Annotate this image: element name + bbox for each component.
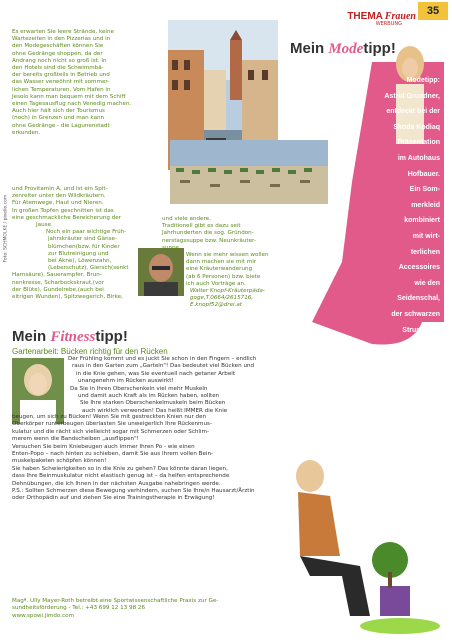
text-line: den Hotels sind die Schwimmbä-: [12, 65, 104, 72]
text-line: eine Kräuterwanderung: [186, 266, 253, 273]
text-line: den Modegeschäften können Sie: [12, 43, 104, 50]
fitness-title-fitness: Fitness: [50, 329, 96, 345]
text-line: jahrskräuter sind Gänse-: [48, 236, 117, 243]
text-line: der bereits großteils in Betrieb und: [12, 72, 110, 79]
text-line: merem wenn die Bandscheiben „ausflippen"!: [12, 436, 139, 443]
text-line: Es erwarten Sie leere Strände, keine: [12, 29, 114, 35]
fitness-text-narrow: [68, 356, 388, 415]
fitness-title: [12, 328, 128, 346]
text-line: Harnsäure), Sauerampfer, Brun-: [12, 272, 102, 279]
text-line: Da Sie in Ihren Oberschenkeln viel mehr Muskeln: [70, 385, 208, 392]
text-line: sundheitsförderung - Tel.: +43 699 12 13 98 26: [12, 605, 146, 612]
text-line: E.knopf52@drei.at: [190, 302, 242, 309]
text-line: Dehnübungen, die ich Ihnen in der nächsten Ausgabe nahebringen werde.: [12, 480, 221, 487]
header-brand: [347, 4, 416, 27]
text-line: unangenehm im Rücken auswirkt!: [78, 378, 174, 385]
beach-photo: [170, 140, 328, 204]
fitness-text-wide: [12, 414, 310, 503]
text-line: oder Orthopädin auf und ziehen Sie eine Trainingstherapie in Erwägung!: [12, 495, 215, 502]
text-line: Seidenschal,: [397, 295, 440, 303]
text-line: der schwarzen: [391, 310, 440, 318]
text-line: ohne Gedränge - die Lagunenstadt: [12, 122, 110, 129]
text-line: bei Akne), Löwenzahn,: [48, 258, 112, 265]
text-line: das Wasser verwöhnt mit sommer-: [12, 79, 110, 86]
modetipp-title-mode: Mode: [328, 41, 364, 57]
text-line: eine geschmackliche Bereicherung der: [12, 214, 121, 221]
text-line: terlichen: [410, 248, 440, 256]
text-line: schwarze: [408, 388, 440, 396]
text-line: P.S.: Sollten Schmerzen diese Bewegung verhindern, suchen Sie Ihre/n Hausarzt/Ärztin: [12, 488, 255, 495]
text-line: Oberkörper runterbeugen überlasten Sie unweigerlich Ihre Rückenmus-: [12, 421, 212, 428]
text-line: (noch) in Grenzen und man kann: [12, 115, 105, 122]
modetipp-title-suffix: tipp!: [363, 40, 396, 57]
text-line: sche und: [409, 420, 440, 428]
text-line: kulatur und die rächt sich vielleicht sogar mit Schmerzen oder Schlim-: [12, 428, 210, 435]
page-number: 35: [418, 2, 448, 20]
text-line: Präsentation: [397, 139, 440, 147]
text-line: dass Ihre Beinmuskulatur nicht elastisch genug ist – da helfen entsprechende: [12, 473, 230, 480]
text-line: zur Blutreinigung und: [48, 250, 109, 257]
text-line: dann machen sie mit mir: [186, 259, 257, 266]
text-line: Magª. Ully Mayer-Roth betreibt eine Sportwissenschaftliche Praxis zur Ge-: [12, 598, 219, 604]
text-line: zenreiter unter den Wildkräutern.: [12, 193, 106, 200]
text-line: Versuchen Sie beim Kniebeugen auch immer Ihren Po - wie einen: [12, 443, 195, 450]
text-line: Strumpfho-: [402, 326, 440, 334]
text-line: Handta-: [413, 404, 440, 412]
text-line: raus in den Garten zum „Garteln"! Das bedeutet viel Bücken und: [72, 363, 255, 370]
text-line: der Blüte), Gundelrebe,(auch bei: [12, 286, 104, 293]
text-line: www.spowi.jimdo.com: [12, 612, 74, 619]
text-line: im Autohaus: [397, 154, 440, 162]
text-line: auch wirklich verwenden! Das heißt IMMER die Knie: [82, 407, 228, 414]
text-line: Jahrhunderten die sog. Gründon-: [162, 230, 254, 237]
header-werbung: WERBUNG: [375, 21, 402, 27]
text-line: (Leberschutz), Giersch(senkt: [48, 265, 129, 272]
text-line: beugen, um sich zu Bücken! Wenn Sie mit gestreckten Knien nur den: [12, 414, 207, 420]
header-thema: THEMA: [347, 11, 383, 22]
fitness-footer: [12, 598, 312, 620]
text-line: Für Atemwege, Haut und Nieren.: [12, 200, 104, 207]
text-line: Modetipp:: [406, 77, 440, 84]
text-line: Auch hier hält sich der Tourismus: [12, 108, 105, 115]
text-line: se und den: [403, 342, 440, 350]
text-line: ohne Gedränge shoppen, da der: [12, 50, 103, 57]
text-line: Ein Som-: [409, 186, 440, 194]
text-line: einen Tagesausflug nach Venedig machen.: [12, 101, 132, 108]
text-line: merkleid: [411, 201, 440, 209]
text-line: in die Knie gehen, was Sie eventuell nach getaner Arbeit: [76, 370, 236, 377]
text-line: wie den: [414, 279, 440, 287]
text-line: Jause.: [36, 222, 53, 229]
text-line: und damit auch Kraft als im Rücken haben, sollten: [78, 393, 220, 400]
text-line: Traditionell gibt es dazu seit: [162, 223, 241, 230]
text-line: suppe.: [162, 244, 181, 251]
text-line: nenkresse, Scharbockskraut,(vor: [12, 279, 105, 286]
text-line: blümchen(bzw. für Kinder: [48, 243, 120, 250]
text-line: und Provitamin A, und ist ein Spit-: [12, 186, 108, 192]
text-line: muskelpaketen schöpfen können!: [12, 458, 107, 465]
text-line: lichen Temperaturen. Vom Hafen in: [12, 86, 111, 93]
text-line: erkunden.: [12, 129, 41, 136]
text-line: Stiefletten.: [404, 357, 440, 365]
modetipp-title-prefix: Mein: [290, 40, 329, 57]
text-line: Accessoires: [398, 264, 440, 272]
text-line: Enten-Popo – nach hinten zu schieben, damit Sie aus Ihrem vollen Bein-: [12, 451, 214, 458]
text-line: Wartezeiten in den Pizzerias und in: [12, 36, 111, 43]
text-line: Wenn sie mehr wissen wollen: [186, 252, 269, 259]
text-line: Dazu eine: [407, 373, 440, 381]
intro-text-col2: [162, 216, 292, 310]
text-line: nerstagssuppe bzw. Neunkräuter-: [162, 237, 256, 244]
text-line: Noch ein paar wichtige Früh-: [46, 229, 127, 236]
text-line: (ab 6 Personen) bzw. biete: [186, 273, 261, 280]
text-line: mit wirt-: [412, 232, 440, 240]
text-line: kombiniert: [404, 217, 440, 225]
intro-text-top: [12, 29, 170, 137]
text-line: Astrid Grundner,: [384, 92, 440, 100]
text-line: Skoda Kodiaq: [393, 123, 440, 131]
text-line: Sie Ihre starken Oberschenkelmuskeln beim Bücken: [80, 400, 226, 407]
text-line: goge,T.0664/2615716,: [190, 295, 254, 302]
text-line: entdeckt bei der: [386, 108, 440, 116]
text-line: In großen Topfen geschnitten ist das: [12, 207, 114, 214]
text-line: Sie haben Schwierigkeiten so in die Knie zu gehen? Das könnte daran liegen,: [12, 465, 228, 472]
text-line: Andrang noch nicht so groß ist. In: [12, 57, 107, 64]
fitness-title-suffix: tipp!: [95, 328, 128, 345]
text-line: Jesolo kann man bequem mit dem Schiff: [12, 93, 126, 100]
text-line: Der Frühling kommt und es juckt Sie schon in den Fingern – endlich: [68, 356, 257, 362]
text-line: und viele andere.: [162, 216, 211, 222]
text-line: ich auch Vorträge an.: [186, 280, 246, 287]
text-line: Hofbauer.: [407, 170, 440, 178]
fitness-title-prefix: Mein: [12, 328, 51, 345]
photo-credit: Foto: SCHMOLKE / pixelio.com: [3, 194, 9, 263]
fitness-subtitle: Gartenarbeit: Bücken richtig für den Rücken: [12, 347, 168, 356]
text-line: Walter Knopf-Kräuterpäda-: [190, 288, 265, 295]
header-frauen: Frauen: [384, 11, 416, 22]
text-line: eitrigen Wunden), Spitzwegerich, Birke,: [12, 294, 123, 301]
